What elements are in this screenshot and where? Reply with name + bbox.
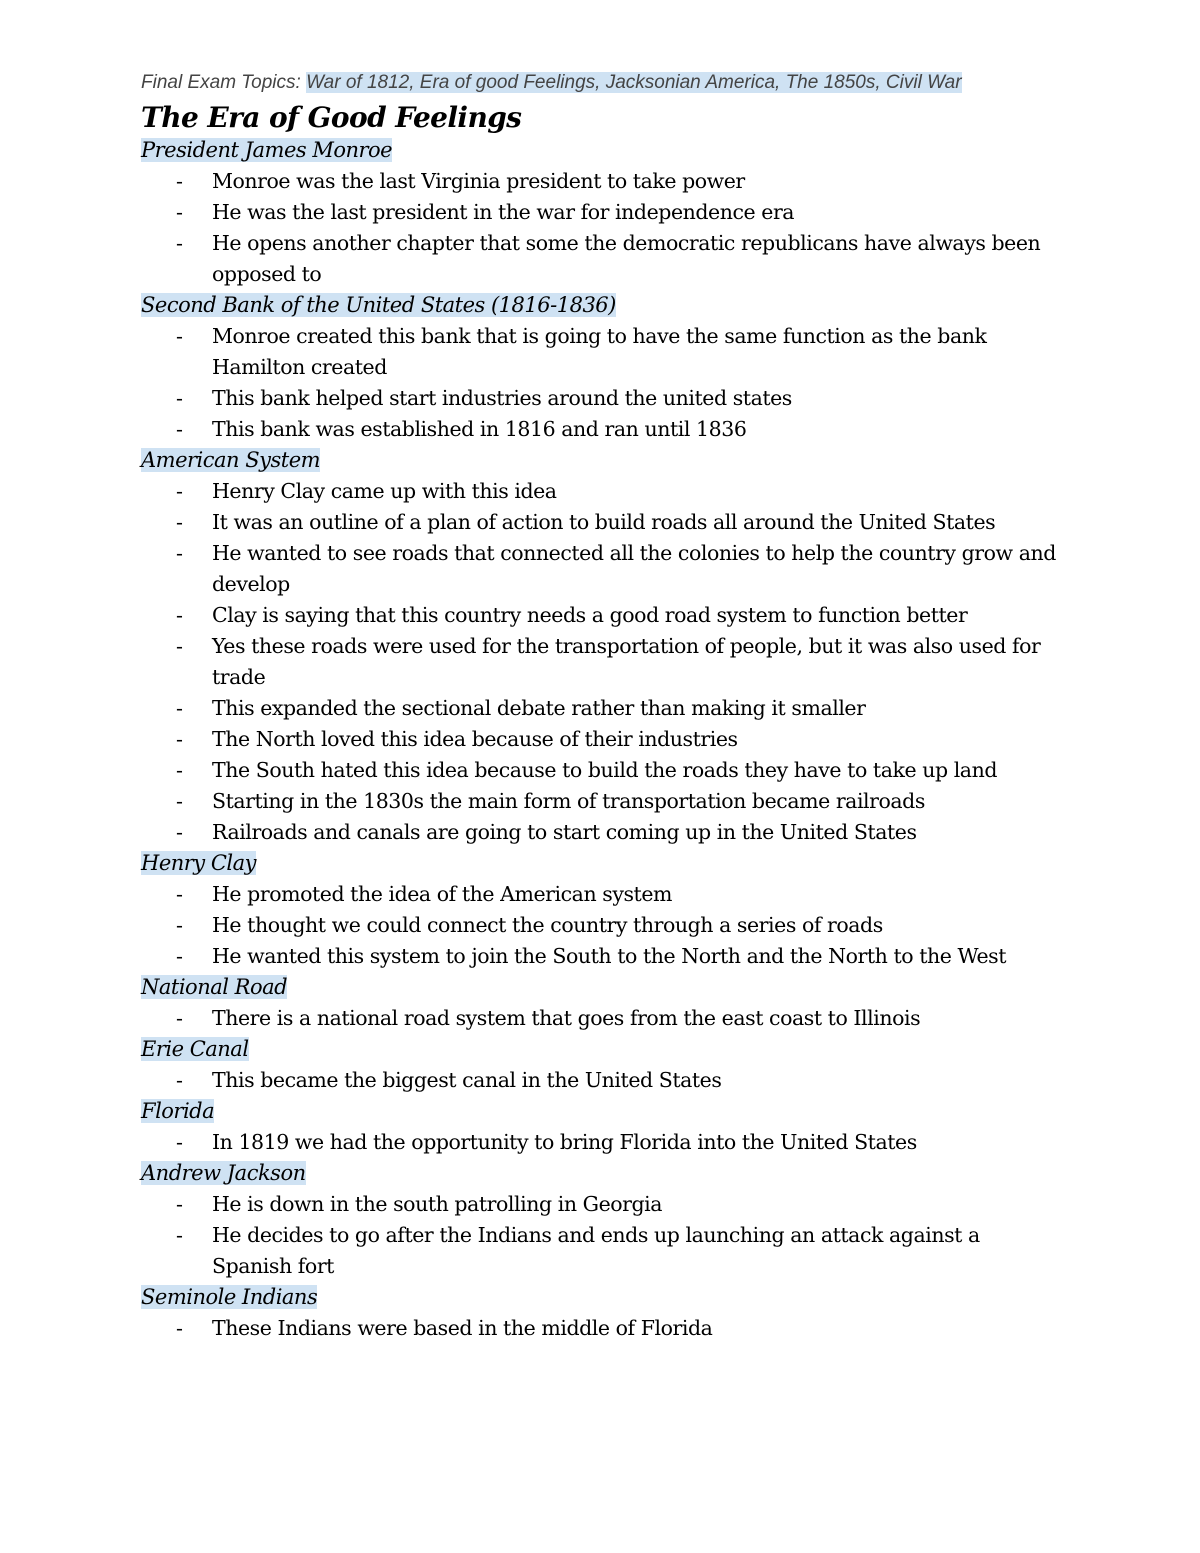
- section-heading: [141, 135, 1061, 166]
- list-item-text: Clay is saying that this country needs a good road system to function better: [212, 603, 968, 627]
- notes-section: [141, 135, 1061, 290]
- list-item-text: He is down in the south patrolling in Georgia: [212, 1192, 663, 1216]
- section-heading-text: President James Monroe: [141, 138, 393, 162]
- list-item-text: He decides to go after the Indians and ends up launching an attack against a Spanish fort: [212, 1223, 980, 1278]
- dash-bullet-icon: -: [176, 169, 183, 193]
- list-item: [141, 1189, 1061, 1220]
- dash-bullet-icon: -: [176, 634, 183, 658]
- list-item-text: This became the biggest canal in the United States: [212, 1068, 722, 1092]
- dash-bullet-icon: -: [176, 1316, 183, 1340]
- bullet-list: [141, 1313, 1061, 1344]
- dash-bullet-icon: -: [176, 758, 183, 782]
- dash-bullet-icon: -: [176, 913, 183, 937]
- section-heading-text: American System: [141, 448, 321, 472]
- dash-bullet-icon: -: [176, 1006, 183, 1030]
- list-item: [141, 817, 1061, 848]
- dash-bullet-icon: -: [176, 231, 183, 255]
- section-heading: [141, 848, 1061, 879]
- dash-bullet-icon: -: [176, 1223, 183, 1247]
- notes-section: [141, 290, 1061, 445]
- dash-bullet-icon: -: [176, 882, 183, 906]
- list-item-text: Yes these roads were used for the transportation of people, but it was also used for trade: [212, 634, 1041, 689]
- dash-bullet-icon: -: [176, 541, 183, 565]
- list-item: [141, 1003, 1061, 1034]
- list-item-text: The North loved this idea because of their industries: [212, 727, 738, 751]
- list-item-text: Monroe created this bank that is going to have the same function as the bank Hamilton created: [212, 324, 987, 379]
- list-item-text: He wanted this system to join the South to the North and the North to the West: [212, 944, 1006, 968]
- list-item: [141, 941, 1061, 972]
- dash-bullet-icon: -: [176, 200, 183, 224]
- bullet-list: [141, 1127, 1061, 1158]
- dash-bullet-icon: -: [176, 510, 183, 534]
- dash-bullet-icon: -: [176, 603, 183, 627]
- list-item: [141, 693, 1061, 724]
- list-item-text: He opens another chapter that some the democratic republicans have always been opposed to: [212, 231, 1041, 286]
- list-item-text: Monroe was the last Virginia president to take power: [212, 169, 745, 193]
- section-heading-text: Florida: [141, 1099, 215, 1123]
- notes-section: [141, 1282, 1061, 1344]
- dash-bullet-icon: -: [176, 820, 183, 844]
- dash-bullet-icon: -: [176, 386, 183, 410]
- bullet-list: [141, 166, 1061, 290]
- list-item: [141, 755, 1061, 786]
- bullet-list: [141, 1189, 1061, 1282]
- notes-section: [141, 1096, 1061, 1158]
- list-item-text: Railroads and canals are going to start coming up in the United States: [212, 820, 917, 844]
- document-title: The Era of Good Feelings: [141, 101, 522, 134]
- document-page: [141, 68, 1061, 1344]
- notes-section: [141, 445, 1061, 848]
- list-item: [141, 631, 1061, 693]
- list-item: [141, 476, 1061, 507]
- exam-topics-line: [141, 68, 1061, 97]
- list-item-text: There is a national road system that goes from the east coast to Illinois: [212, 1006, 921, 1030]
- list-item: [141, 228, 1061, 290]
- dash-bullet-icon: -: [176, 324, 183, 348]
- section-heading-text: Erie Canal: [141, 1037, 249, 1061]
- section-heading-text: National Road: [141, 975, 288, 999]
- notes-section: [141, 1034, 1061, 1096]
- list-item: [141, 507, 1061, 538]
- list-item-text: He thought we could connect the country through a series of roads: [212, 913, 883, 937]
- list-item-text: This bank was established in 1816 and ran until 1836: [212, 417, 747, 441]
- dash-bullet-icon: -: [176, 1068, 183, 1092]
- list-item-text: These Indians were based in the middle of Florida: [212, 1316, 713, 1340]
- list-item: [141, 786, 1061, 817]
- list-item-text: This expanded the sectional debate rather than making it smaller: [212, 696, 866, 720]
- bullet-list: [141, 879, 1061, 972]
- list-item: [141, 879, 1061, 910]
- dash-bullet-icon: -: [176, 727, 183, 751]
- bullet-list: [141, 1065, 1061, 1096]
- list-item: [141, 197, 1061, 228]
- section-heading: [141, 1034, 1061, 1065]
- dash-bullet-icon: -: [176, 789, 183, 813]
- section-heading: [141, 972, 1061, 1003]
- bullet-list: [141, 1003, 1061, 1034]
- list-item: [141, 538, 1061, 600]
- section-heading-text: Henry Clay: [141, 851, 257, 875]
- dash-bullet-icon: -: [176, 1130, 183, 1154]
- section-heading: [141, 1282, 1061, 1313]
- list-item-text: The South hated this idea because to build the roads they have to take up land: [212, 758, 998, 782]
- list-item-text: This bank helped start industries around the united states: [212, 386, 792, 410]
- section-heading: [141, 1158, 1061, 1189]
- list-item-text: He wanted to see roads that connected all the colonies to help the country grow and develop: [212, 541, 1056, 596]
- notes-section: [141, 1158, 1061, 1282]
- list-item: [141, 910, 1061, 941]
- list-item: [141, 1065, 1061, 1096]
- section-heading-text: Seminole Indians: [141, 1285, 318, 1309]
- bullet-list: [141, 476, 1061, 848]
- list-item-text: Starting in the 1830s the main form of transportation became railroads: [212, 789, 925, 813]
- list-item: [141, 414, 1061, 445]
- bullet-list: [141, 321, 1061, 445]
- section-heading: [141, 290, 1061, 321]
- list-item: [141, 1127, 1061, 1158]
- list-item-text: He was the last president in the war for independence era: [212, 200, 795, 224]
- exam-topics-label: Final Exam Topics:: [141, 72, 307, 93]
- section-heading: [141, 1096, 1061, 1127]
- list-item-text: It was an outline of a plan of action to build roads all around the United States: [212, 510, 996, 534]
- list-item: [141, 166, 1061, 197]
- notes-sections: [141, 135, 1061, 1344]
- list-item-text: Henry Clay came up with this idea: [212, 479, 557, 503]
- list-item: [141, 600, 1061, 631]
- exam-topics-list: War of 1812, Era of good Feelings, Jacksonian America, The 1850s, Civil War: [306, 72, 962, 93]
- section-heading-text: Second Bank of the United States (1816-1836): [141, 293, 616, 317]
- list-item: [141, 321, 1061, 383]
- dash-bullet-icon: -: [176, 479, 183, 503]
- notes-section: [141, 848, 1061, 972]
- list-item: [141, 724, 1061, 755]
- notes-section: [141, 972, 1061, 1034]
- list-item-text: In 1819 we had the opportunity to bring Florida into the United States: [212, 1130, 917, 1154]
- dash-bullet-icon: -: [176, 417, 183, 441]
- list-item: [141, 1220, 1061, 1282]
- list-item: [141, 1313, 1061, 1344]
- dash-bullet-icon: -: [176, 1192, 183, 1216]
- dash-bullet-icon: -: [176, 696, 183, 720]
- dash-bullet-icon: -: [176, 944, 183, 968]
- list-item-text: He promoted the idea of the American system: [212, 882, 672, 906]
- section-heading-text: Andrew Jackson: [141, 1161, 306, 1185]
- section-heading: [141, 445, 1061, 476]
- list-item: [141, 383, 1061, 414]
